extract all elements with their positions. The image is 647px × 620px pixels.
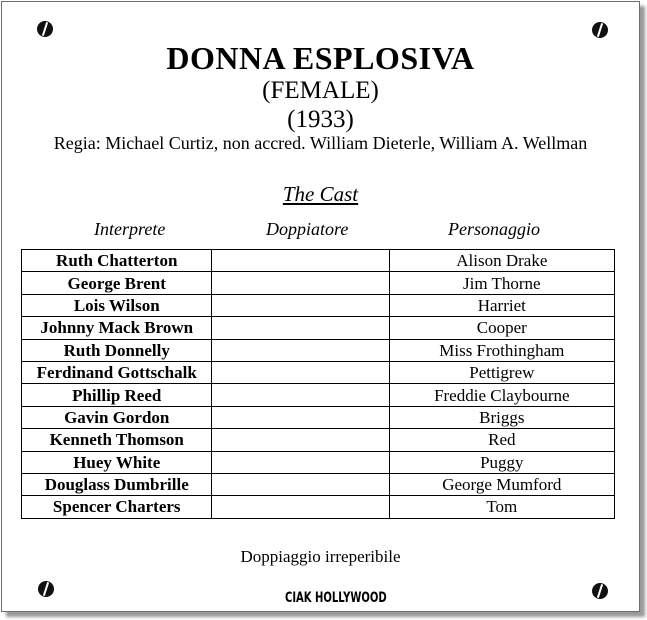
voice-actor-cell	[212, 294, 389, 316]
character-cell: Pettigrew	[389, 361, 614, 383]
cast-heading: The Cast	[282, 182, 359, 206]
character-cell: Red	[389, 429, 614, 451]
voice-actor-cell	[212, 317, 389, 339]
actor-cell: Lois Wilson	[22, 294, 212, 316]
voice-actor-cell	[212, 361, 389, 383]
film-title: DONNA ESPLOSIVA	[166, 40, 475, 76]
release-year: (1933)	[287, 106, 354, 133]
character-cell: Harriet	[389, 294, 614, 316]
voice-actor-cell	[212, 250, 389, 272]
voice-actor-cell	[212, 429, 389, 451]
character-cell: Briggs	[389, 406, 614, 428]
cast-plaque	[1, 1, 640, 612]
dubbing-note: Doppiaggio irreperibile	[240, 547, 401, 566]
table-row	[22, 272, 615, 294]
character-cell: Freddie Claybourne	[389, 384, 614, 406]
cast-table	[21, 249, 615, 519]
actor-cell: Douglass Dumbrille	[22, 473, 212, 495]
column-header-personaggio: Personaggio	[448, 219, 540, 239]
table-row	[22, 451, 615, 473]
voice-actor-cell	[212, 451, 389, 473]
table-row	[22, 473, 615, 495]
table-row	[22, 294, 615, 316]
table-row	[22, 339, 615, 361]
table-row	[22, 250, 615, 272]
actor-cell: Phillip Reed	[22, 384, 212, 406]
actor-cell: Huey White	[22, 451, 212, 473]
character-cell: Alison Drake	[389, 250, 614, 272]
character-cell: Puggy	[389, 451, 614, 473]
table-row	[22, 384, 615, 406]
director-credits: Regia: Michael Curtiz, non accred. William Dieterle, William A. Wellman	[53, 133, 588, 153]
screw-icon	[37, 21, 53, 37]
actor-cell: Kenneth Thomson	[22, 429, 212, 451]
character-cell: Cooper	[389, 317, 614, 339]
table-row	[22, 429, 615, 451]
actor-cell: Ruth Donnelly	[22, 339, 212, 361]
voice-actor-cell	[212, 406, 389, 428]
column-header-interprete: Interprete	[94, 219, 166, 239]
screw-icon	[38, 581, 54, 597]
actor-cell: Spencer Charters	[22, 496, 212, 518]
character-cell: Miss Frothingham	[389, 339, 614, 361]
voice-actor-cell	[212, 339, 389, 361]
screw-icon	[592, 22, 608, 38]
actor-cell: Ruth Chatterton	[22, 250, 212, 272]
original-title: (FEMALE)	[262, 77, 379, 104]
voice-actor-cell	[212, 272, 389, 294]
character-cell: Jim Thorne	[389, 272, 614, 294]
actor-cell: Johnny Mack Brown	[22, 317, 212, 339]
character-cell: George Mumford	[389, 473, 614, 495]
column-header-doppiatore: Doppiatore	[266, 219, 349, 239]
actor-cell: Ferdinand Gottschalk	[22, 361, 212, 383]
table-row	[22, 496, 615, 518]
voice-actor-cell	[212, 496, 389, 518]
table-row	[22, 317, 615, 339]
actor-cell: Gavin Gordon	[22, 406, 212, 428]
actor-cell: George Brent	[22, 272, 212, 294]
voice-actor-cell	[212, 384, 389, 406]
character-cell: Tom	[389, 496, 614, 518]
voice-actor-cell	[212, 473, 389, 495]
screw-icon	[592, 583, 608, 599]
table-row	[22, 406, 615, 428]
ciak-hollywood-logo: CIAK HOLLYWOOD	[285, 590, 387, 607]
table-row	[22, 361, 615, 383]
